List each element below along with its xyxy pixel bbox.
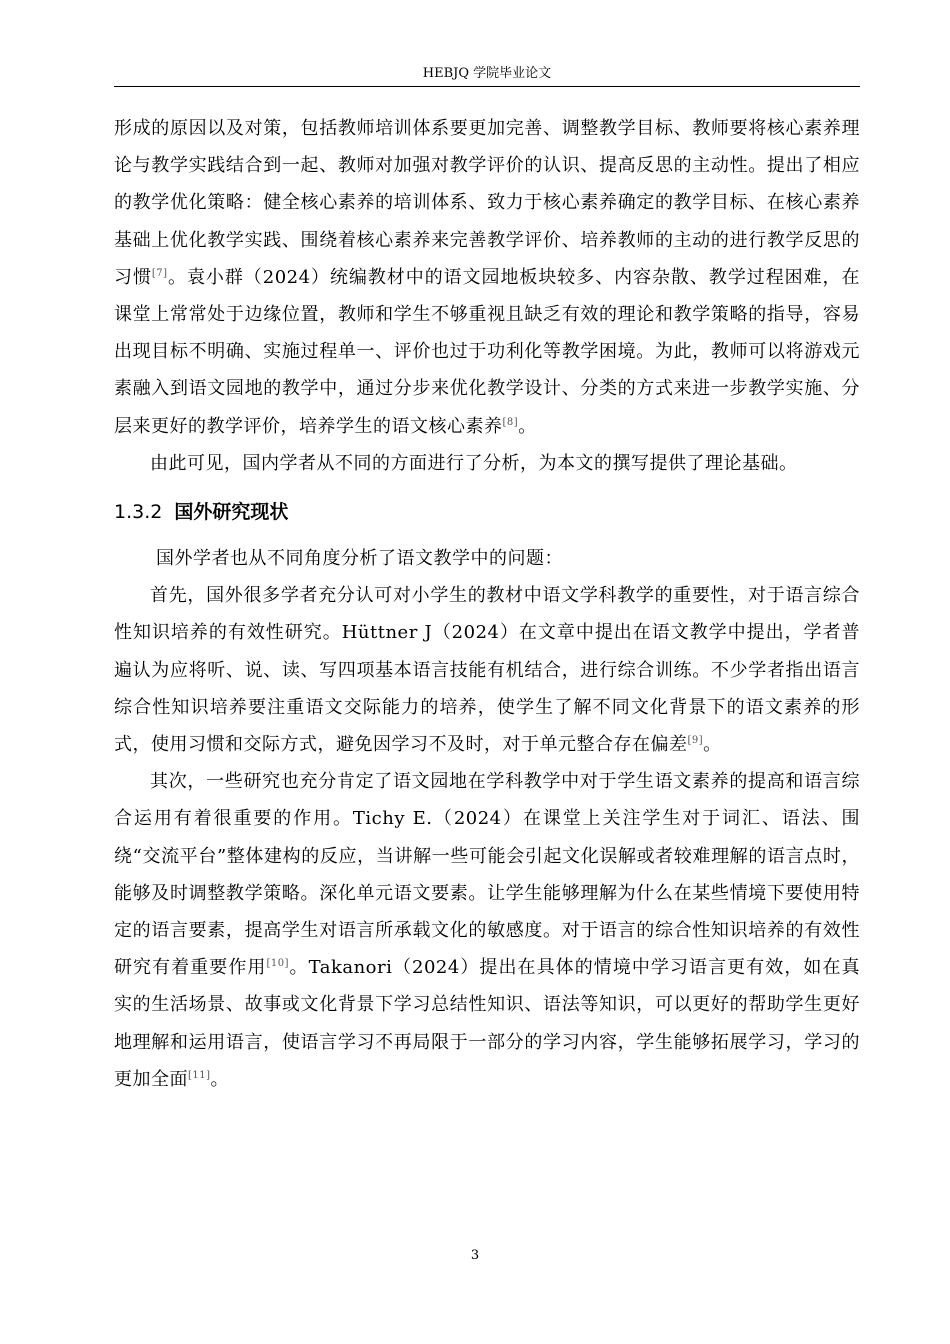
citation-ref[interactable]: [10] (266, 958, 289, 970)
running-header (114, 62, 860, 87)
paragraph-text: 。 (518, 415, 537, 437)
paragraph-text: 。 (703, 734, 722, 756)
citation-ref[interactable]: [9] (687, 735, 704, 747)
paragraph-text: 其次，一些研究也充分肯定了语文园地在学科教学中对于学生语文素养的提高和语言综合运用有着很重要的作用。Tichy E.（2024）在课堂上关注学生对于词汇、语法、围绕“交流平台”整体建构的反应，当讲解一些可能会引起文化误解或者较难理解的语言点时，能够及时调整教学策略。深化单元语文要素。让学生能够理解为什么在某些情境下要使用特定的语言要素，提高学生对语言所承载文化的敏感度。对于语言的综合性知识培养的有效性研究有着重要作用 (114, 771, 860, 979)
page-body (114, 110, 860, 1098)
paragraph-second (114, 763, 860, 1098)
section-heading (114, 494, 860, 530)
header-title: HEBJQ 学院毕业论文 (422, 66, 552, 81)
section-number: 1.3.2 (114, 501, 163, 524)
paragraph-text: 。Takanori（2024）提出在具体的情境中学习语言更有效，如在真实的生活场景、故事或文化背景下学习总结性知识、语法等知识，可以更好的帮助学生更好地理解和运用语言，使语言学习不再局限于一部分的学习内容，学生能够拓展学习，学习的更加全面 (114, 957, 861, 1090)
paragraph-text: 首先，国外很多学者充分认可对小学生的教材中语文学科教学的重要性，对于语言综合性知识培养的有效性研究。Hüttner J（2024）在文章中提出在语文教学中提出，学者普遍认为应将听、说、读、写四项基本语言技能有机结合，进行综合训练。不少学者指出语言综合性知识培养要注重语文交际能力的培养，使学生了解不同文化背景下的语文素养的形式，使用习惯和交际方式，避免因学习不及时，对于单元整合存在偏差 (114, 585, 860, 756)
paragraph-text: 。袁小群（2024）统编教材中的语文园地板块较多、内容杂散、教学过程困难，在课堂上常常处于边缘位置，教师和学生不够重视且缺乏有效的理论和教学策略的指导，容易出现目标不明确、实施过程单一、评价也过于功利化等教学困境。为此，教师可以将游戏元素融入到语文园地的教学中，通过分步来优化教学设计、分类的方式来进一步教学实施、分层来更好的教学评价，培养学生的语文核心素养 (114, 266, 861, 437)
section-title: 国外研究现状 (174, 501, 289, 524)
paragraph-text: 形成的原因以及对策，包括教师培训体系要更加完善、调整教学目标、教师要将核心素养理论与教学实践结合到一起、教师对加强对教学评价的认识、提高反思的主动性。提出了相应的教学优化策略：健全核心素养的培训体系、致力于核心素养确定的教学目标、在核心素养基础上优化教学实践、围绕着核心素养来完善教学评价、培养教师的主动的进行教学反思的习惯 (114, 118, 860, 288)
paragraph-intro: 国外学者也从不同角度分析了语文教学中的问题： (156, 548, 563, 570)
citation-ref[interactable]: [11] (188, 1069, 211, 1081)
paragraph-text: 。 (210, 1068, 230, 1090)
paragraph-first (114, 577, 860, 763)
page-number: 3 (470, 1248, 480, 1263)
paragraph-summary: 由此可见，国内学者从不同的方面进行了分析，为本文的撰写提供了理论基础。 (150, 452, 798, 474)
citation-ref[interactable]: [8] (502, 416, 519, 428)
citation-ref[interactable]: [7] (151, 267, 168, 279)
paragraph-domestic-continued (114, 110, 860, 445)
